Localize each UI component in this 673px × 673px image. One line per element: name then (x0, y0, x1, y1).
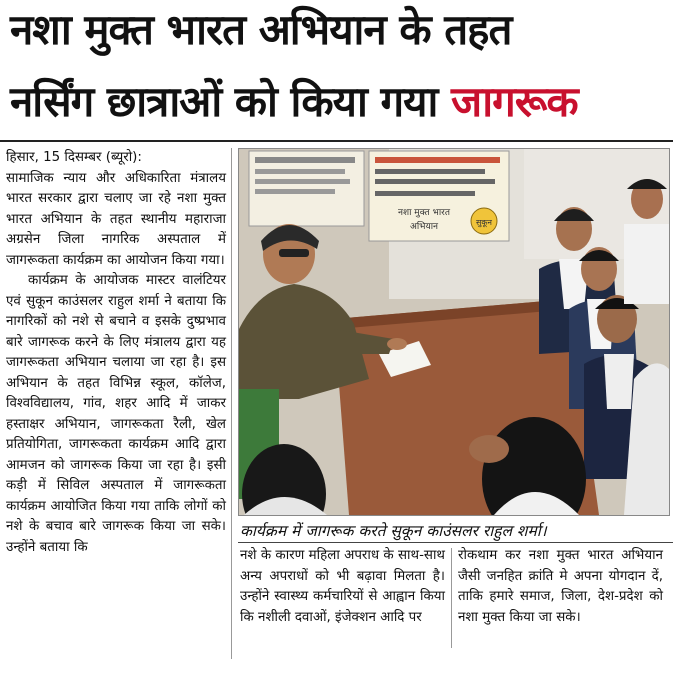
column-divider-lower (451, 548, 452, 648)
article-column-left (6, 148, 226, 558)
caption-rule (238, 542, 673, 543)
headline-line-2-text: नर्सिंग छात्राओं को किया गया (10, 77, 452, 126)
poster-badge: सुकून (476, 218, 492, 227)
article-paragraph-4: रोकथाम कर नशा मुक्त भारत अभियान जैसी जनहित क्रांति मे अपना योगदान दें, ताकि हमारे समाज, जिला, देश-प्रदेश को नशा मुक्त किया जा सके। (458, 548, 663, 625)
headline-highlight: जागरूक (451, 77, 578, 126)
article-paragraph-2: कार्यक्रम के आयोजक मास्टर वालंटियर एवं सुकून काउंसलर राहुल शर्मा ने बताया कि नागरिकों को नशे से बचाने व इसके दुष्प्रभाव बारे जागरूक करने के लिए मंत्रालय द्वारा यह जागरूकता अभियान चलाया जा रहा है। इस अभियान के तहत विभिन्न स्कूल, कॉलेज, विश्वविद्यालय, गांव, शहर आदि में जाकर हस्ताक्षर अभियान, जागरूकता रैली, खेल प्रतियोगिता, जागरूकता कार्यक्रम आदि द्वारा आमजन को जागरूक किया जा रहा है। इसी कड़ी में सिविल अस्पताल में जागरूकता कार्यक्रम आयोजित किया गया ताकि लोगों को नशे के बचाव बारे जागरूक किया जा सके। उन्होंने बताया कि (6, 273, 226, 555)
headline-line-1: नशा मुक्त भारत अभियान के तहत (10, 5, 512, 54)
article-column-right (458, 546, 663, 628)
poster-line-1: नशा मुक्त भारत (398, 208, 450, 218)
column-divider (231, 148, 232, 659)
headline-line-2 (10, 78, 663, 126)
headline-rule (0, 140, 673, 142)
news-photo (238, 148, 670, 516)
article-column-middle (240, 546, 445, 628)
photo-caption: कार्यक्रम में जागरूक करते सुकून काउंसलर राहुल शर्मा। (240, 522, 547, 540)
dateline: हिसार, 15 दिसम्बर (ब्यूरो): (6, 150, 142, 165)
article-paragraph-3: नशे के कारण महिला अपराध के साथ-साथ अन्य अपराधों को भी बढ़ावा मिलता है। उन्होंने स्वास्थ्य कर्मचारियों से आह्वान किया कि नशीली दवाओं, इंजेक्शन आदि पर (240, 548, 445, 625)
poster-line-2: अभियान (409, 222, 439, 232)
article-paragraph-1: सामाजिक न्याय और अधिकारिता मंत्रालय भारत सरकार द्वारा चलाए जा रहे नशा मुक्त भारत अभियान के तहत स्थानीय महाराजा अग्रसेन जिला नागरिक अस्पताल में जागरूकता कार्यक्रम का आयोजन किया गया। (6, 170, 226, 268)
photo-illustration (239, 149, 669, 515)
